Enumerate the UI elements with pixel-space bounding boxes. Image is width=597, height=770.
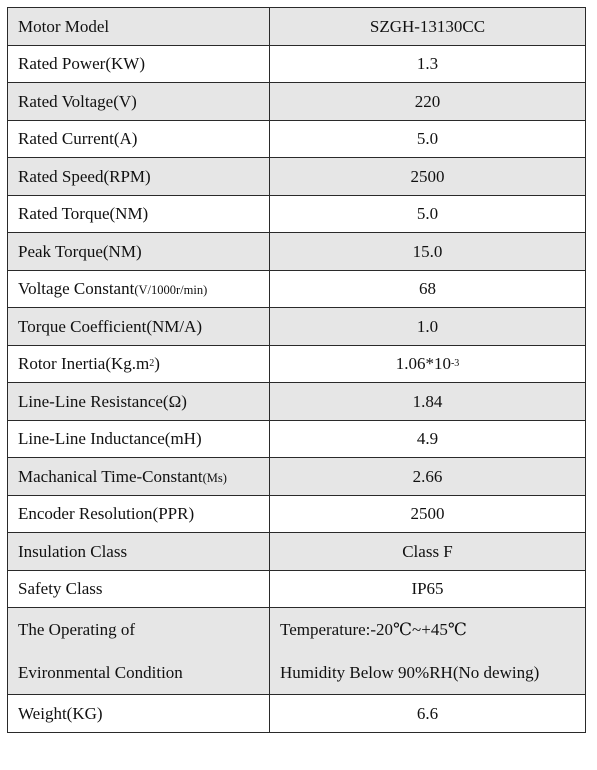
table-row-torque-coefficient <box>8 308 586 346</box>
row-value: 4.9 <box>270 420 586 458</box>
row-label: Rated Power(KW) <box>8 45 270 83</box>
row-label <box>8 270 270 308</box>
table-row-mechanical-time-constant <box>8 458 586 496</box>
motor-spec-table <box>7 7 586 733</box>
row-label: Peak Torque(NM) <box>8 233 270 271</box>
row-label <box>8 608 270 695</box>
row-value: 2500 <box>270 495 586 533</box>
row-label: Weight(KG) <box>8 695 270 733</box>
row-label-line-2: Evironmental Condition <box>18 663 183 682</box>
row-value-text: 1.06*10 <box>395 354 451 374</box>
table-row-rated-torque <box>8 195 586 233</box>
row-value: 1.3 <box>270 45 586 83</box>
row-label-line-1: The Operating of <box>18 620 136 639</box>
row-value <box>270 608 586 695</box>
row-label: Rated Current(A) <box>8 120 270 158</box>
row-label: Rated Speed(RPM) <box>8 158 270 196</box>
table-row-encoder-resolution <box>8 495 586 533</box>
row-label-superscript: 2 <box>149 358 155 370</box>
table-row-line-inductance <box>8 420 586 458</box>
row-value: 2.66 <box>270 458 586 496</box>
row-label <box>8 345 270 383</box>
row-value: Class F <box>270 533 586 571</box>
row-label: Motor Model <box>8 8 270 46</box>
table-row-motor-model <box>8 8 586 46</box>
row-value: SZGH-13130CC <box>270 8 586 46</box>
row-label-tail: ) <box>154 354 160 374</box>
row-value <box>270 345 586 383</box>
row-label: Insulation Class <box>8 533 270 571</box>
table-row-rated-power <box>8 45 586 83</box>
table-row-operating-environment <box>8 608 586 695</box>
table-row-rated-voltage <box>8 83 586 121</box>
row-label: Rated Voltage(V) <box>8 83 270 121</box>
row-value: 68 <box>270 270 586 308</box>
row-value-exponent: -3 <box>450 358 460 370</box>
row-value-temperature: Temperature:-20℃~+45℃ <box>280 620 467 639</box>
row-label: Line-Line Inductance(mH) <box>8 420 270 458</box>
table-row-voltage-constant <box>8 270 586 308</box>
row-label-text: Rotor Inertia(Kg.m <box>18 354 150 374</box>
row-label: Safety Class <box>8 570 270 608</box>
table-row-insulation-class <box>8 533 586 571</box>
row-value: 5.0 <box>270 120 586 158</box>
row-value: 15.0 <box>270 233 586 271</box>
table-row-rated-speed <box>8 158 586 196</box>
table-row-peak-torque <box>8 233 586 271</box>
row-label-unit: (Ms) <box>202 470 227 485</box>
row-value: IP65 <box>270 570 586 608</box>
table-row-safety-class <box>8 570 586 608</box>
row-label: Rated Torque(NM) <box>8 195 270 233</box>
row-value-humidity: Humidity Below 90%RH(No dewing) <box>280 663 540 682</box>
row-label: Encoder Resolution(PPR) <box>8 495 270 533</box>
row-label-text: Machanical Time-Constant <box>18 466 203 486</box>
row-value: 5.0 <box>270 195 586 233</box>
row-label <box>8 458 270 496</box>
table-row-line-resistance <box>8 383 586 421</box>
row-value: 220 <box>270 83 586 121</box>
row-label-unit: (V/1000r/min) <box>134 283 208 298</box>
table-row-rated-current <box>8 120 586 158</box>
row-value: 2500 <box>270 158 586 196</box>
table-row-weight <box>8 695 586 733</box>
row-label-text: Voltage Constant <box>18 279 135 299</box>
row-value: 1.0 <box>270 308 586 346</box>
table-row-rotor-inertia <box>8 345 586 383</box>
row-value: 1.84 <box>270 383 586 421</box>
row-label: Torque Coefficient(NM/A) <box>8 308 270 346</box>
row-label: Line-Line Resistance(Ω) <box>8 383 270 421</box>
row-value: 6.6 <box>270 695 586 733</box>
